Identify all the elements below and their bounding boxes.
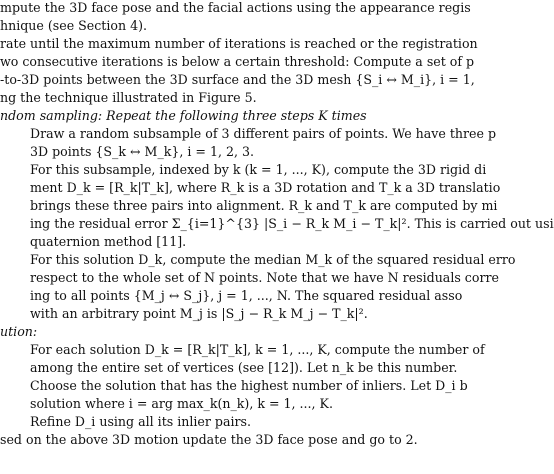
- text-line-13: ing the residual error Σ_{i=1}^{3} |S_i − R_k M_i − T_k|². This is carried out usi: [30, 216, 554, 231]
- text-line-24: Refine D_i using all its inlier pairs.: [30, 414, 251, 429]
- text-line-18: with an arbitrary point M_j is |S_j − R_k M_j − T_k|².: [30, 306, 368, 321]
- text-line-23: solution where i = arg max_k(n_k), k = 1, ..., K.: [30, 396, 333, 411]
- text-line-15: For this solution D_k, compute the median M_k of the squared residual erro: [30, 252, 516, 267]
- text-line-22: Choose the solution that has the highest number of inliers. Let D_i b: [30, 378, 468, 393]
- text-line-3: rate until the maximum number of iterations is reached or the registration: [0, 36, 478, 51]
- text-line-17: ing to all points {M_j ↔ S_j}, j = 1, ..., N. The squared residual asso: [30, 288, 463, 303]
- text-line-5: -to-3D points between the 3D surface and the 3D mesh {S_i ↔ M_i}, i = 1,: [0, 72, 475, 87]
- text-line-21: among the entire set of vertices (see [12]). Let n_k be this number.: [30, 360, 458, 375]
- section-heading-random-sampling: ndom sampling: Repeat the following three steps K times: [0, 108, 367, 123]
- text-line-25: sed on the above 3D motion update the 3D face pose and go to 2.: [0, 432, 418, 447]
- text-line-11: ment D_k = [R_k|T_k], where R_k is a 3D rotation and T_k a 3D translatio: [30, 180, 501, 195]
- text-line-2: hnique (see Section 4).: [0, 18, 148, 33]
- text-line-14: quaternion method [11].: [30, 234, 187, 249]
- section-heading-solution: ution:: [0, 324, 38, 339]
- text-line-10: For this subsample, indexed by k (k = 1, ..., K), compute the 3D rigid di: [30, 162, 487, 177]
- text-line-6: ng the technique illustrated in Figure 5.: [0, 90, 257, 105]
- text-line-9: 3D points {S_k ↔ M_k}, i = 1, 2, 3.: [30, 144, 255, 159]
- text-line-16: respect to the whole set of N points. Note that we have N residuals corre: [30, 270, 499, 285]
- text-line-20: For each solution D_k = [R_k|T_k], k = 1, ..., K, compute the number of: [30, 342, 485, 357]
- text-line-8: Draw a random subsample of 3 different pairs of points. We have three p: [30, 126, 497, 141]
- text-line-1: mpute the 3D face pose and the facial actions using the appearance regis: [0, 0, 471, 15]
- text-line-4: wo consecutive iterations is below a certain threshold: Compute a set of p: [0, 54, 475, 69]
- text-line-12: brings these three pairs into alignment. R_k and T_k are computed by mi: [30, 198, 498, 213]
